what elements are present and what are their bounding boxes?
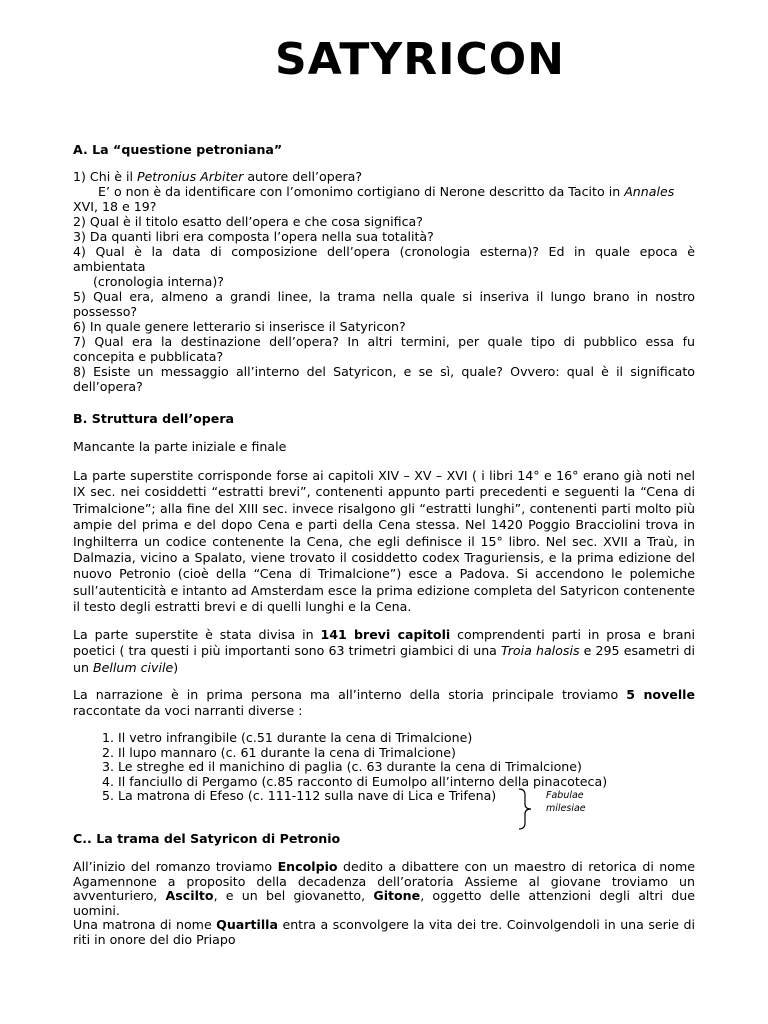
question-2: 2) Qual è il titolo esatto dell’opera e che cosa significa? — [73, 214, 423, 229]
plot-text-4: , oggetto delle attenzioni degli altri due uomini. — [73, 888, 696, 918]
list-item: 1. Il vetro infrangibile (c.51 durante la cena di Trimalcione) — [118, 731, 695, 746]
list-item: 5. La matrona di Efeso (c. 111-112 sulla nave di Lica e Trifena) — [118, 789, 695, 804]
quartilla-text-2: entra a sconvolgere la vita dei tre. Coinvolgendoli in una serie di riti in onore del dio Priapo — [73, 917, 695, 947]
q1-text-end: autore dell’opera? — [243, 169, 363, 184]
narration-text-2: raccontate da voci narranti diverse : — [73, 703, 303, 719]
question-5-line-2: possesso? — [73, 304, 138, 319]
gitone-name: Gitone — [373, 888, 421, 904]
question-4-line-3: (cronologia interna)? — [93, 274, 224, 289]
curly-brace-icon — [517, 788, 537, 830]
quartilla-text-1: Una matrona di nome — [73, 917, 217, 932]
encolpio-name: Encolpio — [277, 859, 338, 874]
question-4-line-1: 4) Qual è la data di composizione dell’opera (cronologia esterna)? Ed in quale epoca è — [73, 244, 695, 259]
troia-halosis: Troia halosis — [501, 643, 580, 659]
bellum-civile: Bellum civile — [92, 659, 174, 675]
section-b-heading: B. Struttura dell’opera — [73, 411, 235, 426]
section-a-questions — [73, 169, 695, 394]
question-1-sub-end: XVI, 18 e 19? — [73, 199, 157, 214]
q1-text: 1) Chi è il — [73, 169, 137, 184]
chapters-text-end: ) — [173, 659, 179, 675]
section-b-surviving-parts: La parte superstite corrisponde forse ai capitoli XIV – XV – XVI ( i libri 14° e 16° erano già noti nel IX sec. nei cosiddetti “estratti brevi”, contenenti appunto parti precedenti e seguenti la “Cena di Trimalcione”; alla fine del XIII sec. invece risalgono gli “estratti lunghi”, contenenti parti molto più ampie del prima e del dopo Cena e parti della Cena stessa. Nel 1420 Poggio Bracciolini trova in Inghilterra un codice contenente la Cena, che egli definisce il 15° libro. Nel sec. XVII a Traù, in Dalmazia, vicino a Spalato, viene trovato il cosiddetto codex Traguriensis, e la prima edizione del nuovo Petronio (cioè della “Cena di Trimalcione”) esce a Padova. Si accendono le polemiche sull’autenticità e intanto ad Amsterdam esce la prima edizione completa del Satyricon contenente il testo degli estratti brevi e di quelli lunghi e la Cena. — [73, 468, 695, 615]
quartilla-name: Quartilla — [216, 917, 278, 932]
section-c-plot-intro — [73, 860, 695, 918]
novelle-list — [73, 731, 695, 804]
section-b-chapters — [73, 627, 695, 676]
q1b-text: E’ o non è da identificare con l’omonimo cortigiano di Nerone descritto da Tacito in — [98, 184, 625, 199]
chapters-count: 141 brevi capitoli — [320, 627, 451, 642]
narration-novelle-count: 5 novelle — [626, 687, 695, 702]
question-7-line-1: 7) Qual era la destinazione dell’opera? In altri termini, per quale tipo di pubblico essa fu — [73, 334, 695, 349]
chapters-text-1: La parte superstite è stata divisa in — [73, 627, 321, 642]
question-3: 3) Da quanti libri era composta l’opera nella sua totalità? — [73, 229, 434, 244]
plot-text-2: dedito a dibattere con un maestro di retorica di nome Agamennone a proposito della decadenza dell’oratoria Assieme al giovane troviamo un avventuriero, — [73, 859, 695, 904]
fabulae-milesiae-note — [546, 789, 586, 815]
question-5-line-1: 5) Qual era, almeno a grandi linee, la trama nella quale si inseriva il lungo brano in nostro — [73, 289, 695, 304]
ascilto-name: Ascilto — [165, 888, 214, 904]
question-1-sub — [73, 184, 695, 199]
q1-petronius: Petronius Arbiter — [136, 169, 244, 184]
q1b-annales: Annales — [624, 184, 675, 199]
plot-text-1: All’inizio del romanzo troviamo — [73, 859, 278, 874]
section-b-missing-parts: Mancante la parte iniziale e finale — [73, 439, 287, 454]
plot-text-3: , e un bel giovanetto, — [213, 888, 374, 904]
section-c-heading: C.. La trama del Satyricon di Petronio — [73, 831, 341, 846]
milesiae-label: milesiae — [546, 803, 586, 814]
question-4-line-2: ambientata — [73, 259, 146, 274]
document-title: SATYRICON — [275, 34, 565, 85]
question-1 — [73, 169, 695, 184]
fabulae-label: Fabulae — [546, 790, 584, 801]
section-a-heading: A. La “questione petroniana” — [73, 142, 283, 157]
list-item: 4. Il fanciullo di Pergamo (c.85 racconto di Eumolpo all’interno della pinacoteca) — [118, 775, 695, 790]
question-6: 6) In quale genere letterario si inserisce il Satyricon? — [73, 319, 406, 334]
section-c-quartilla — [73, 918, 695, 947]
list-item: 2. Il lupo mannaro (c. 61 durante la cena di Trimalcione) — [118, 746, 695, 761]
list-item: 3. Le streghe ed il manichino di paglia (c. 63 durante la cena di Trimalcione) — [118, 760, 695, 775]
question-7-line-2: concepita e pubblicata? — [73, 349, 224, 364]
section-b-narration — [73, 687, 695, 720]
chapters-text-3: e 295 esametri di un — [73, 643, 695, 675]
question-8-line-2: dell’opera? — [73, 379, 143, 394]
narration-text-1: La narrazione è in prima persona ma all’interno della storia principale troviamo — [73, 687, 627, 702]
question-8-line-1: 8) Esiste un messaggio all’interno del Satyricon, e se sì, quale? Ovvero: qual è il significato — [73, 364, 695, 379]
chapters-text-2: comprendenti parti in prosa e brani poetici ( tra questi i più importanti sono 63 trimetri giambici di una — [73, 627, 695, 659]
